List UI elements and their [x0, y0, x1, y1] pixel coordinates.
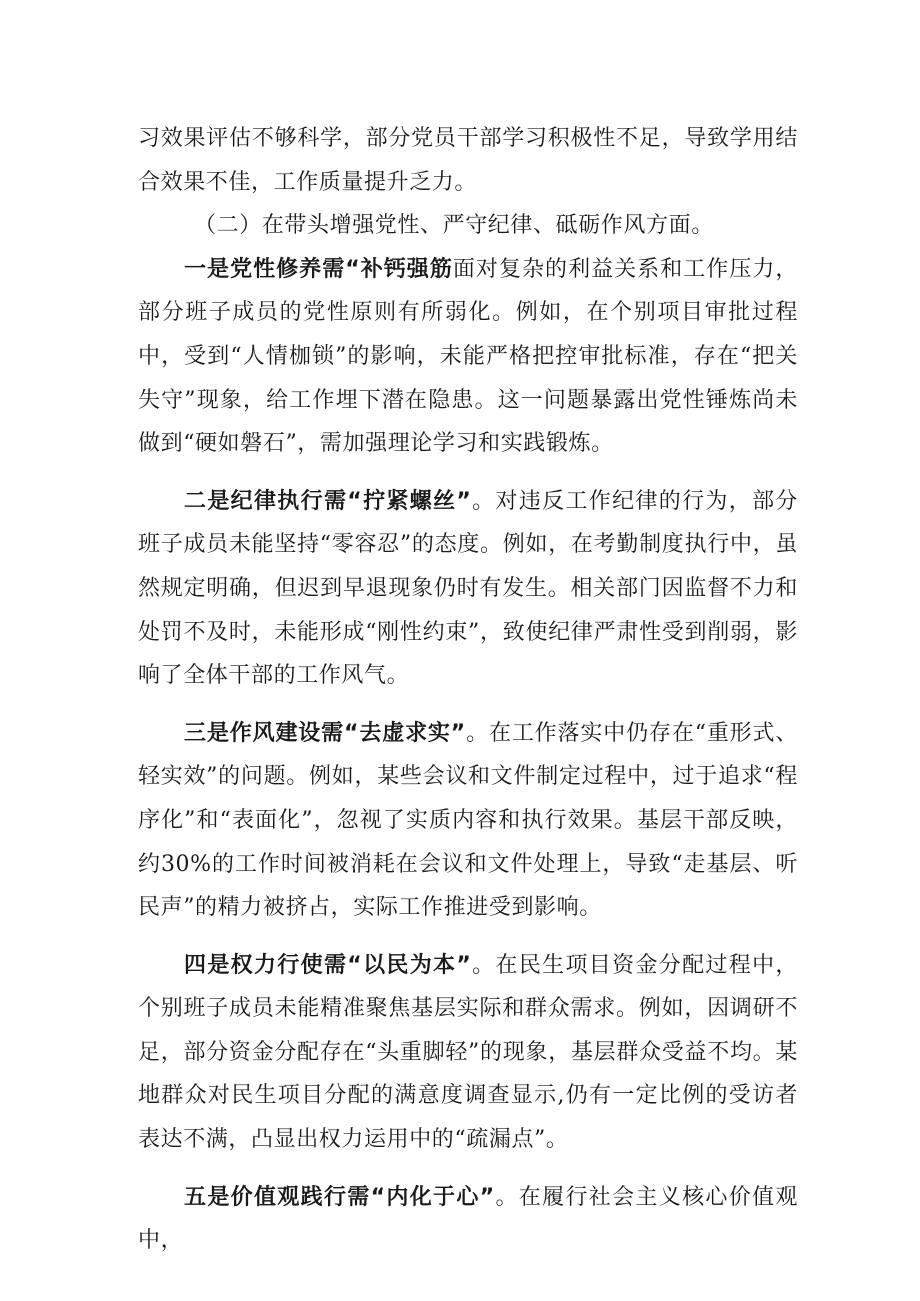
paragraph-text: 习效果评估不够科学，部分党员干部学习积极性不足，导致学用结合效果不佳，工作质量提升乏力。 [138, 126, 798, 195]
paragraph-text: 。在履行社会主义核心价值观中， [138, 1184, 798, 1254]
paragraph-lead: 一是党性修养需“补钙强筋 [184, 256, 453, 282]
section-heading-text: （二）在带头增强党性、严守纪律、砥砺作风方面。 [194, 213, 714, 239]
paragraph-party-spirit [138, 248, 798, 466]
paragraph-lead: 三是作风建设需“去虚求实” [184, 720, 466, 746]
paragraph-lead: 二是纪律执行需“拧紧螺丝” [184, 488, 472, 514]
paragraph-work-style [138, 712, 798, 930]
paragraph-text: 。对违反工作纪律的行为，部分班子成员未能坚持“零容忍”的态度。例如，在考勤制度执行中，虽然规定明确，但迟到早退现象仍时有发生。相关部门因监督不力和处罚不及时，未能形成“刚性约束”，致使纪律严肃性受到削弱，影响了全体干部的工作风气。 [138, 488, 799, 689]
paragraph-text: 。在工作落实中仍存在“重形式、轻实效”的问题。例如，某些会议和文件制定过程中，过于追求“程序化”和“表面化”，忽视了实质内容和执行效果。基层干部反映，约30%的工作时间被消耗在会议和文件处理上，导致“走基层、听民声”的精力被挤占，实际工作推进受到影响。 [138, 720, 798, 921]
paragraph-continuation [138, 117, 798, 204]
section-heading [138, 204, 798, 248]
paragraph-lead: 四是权力行使需“以民为本” [184, 952, 472, 978]
paragraph-discipline [138, 480, 798, 698]
paragraph-values [138, 1176, 798, 1263]
paragraph-text: 。在民生项目资金分配过程中，个别班子成员未能精准聚焦基层实际和群众需求。例如，因调研不足，部分资金分配存在“头重脚轻”的现象，基层群众受益不均。某地群众对民生项目分配的满意度调查显示,仍有一定比例的受访者表达不满，凸显出权力运用中的“疏漏点”。 [138, 952, 799, 1153]
paragraph-lead: 五是价值观践行需“内化于心” [184, 1184, 495, 1210]
document-body [138, 117, 798, 1263]
paragraph-text: 面对复杂的利益关系和工作压力，部分班子成员的党性原则有所弱化。例如，在个别项目审批过程中，受到“人情枷锁”的影响，未能严格把控审批标准，存在“把关失守”现象，给工作埋下潜在隐患。这一问题暴露出党性锤炼尚未做到“硬如磐石”，需加强理论学习和实践锻炼。 [138, 256, 798, 457]
paragraph-power-use [138, 944, 798, 1162]
